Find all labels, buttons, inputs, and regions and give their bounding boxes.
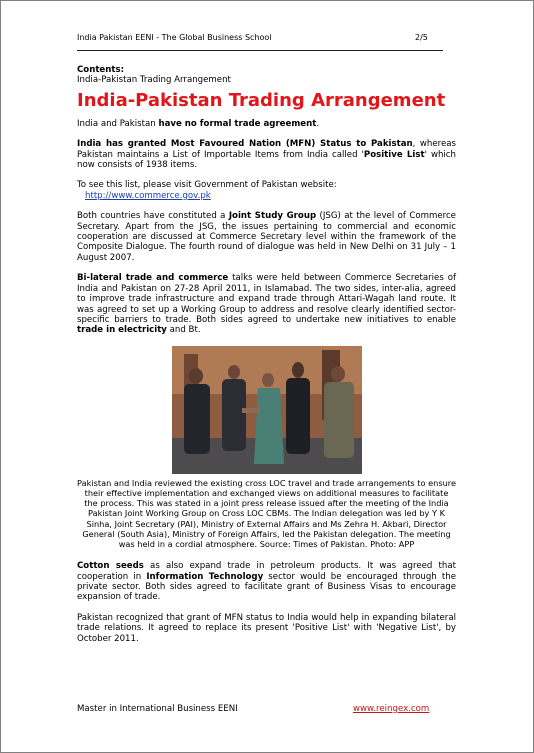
- paragraph-website: To see this list, please visit Government of Pakistan website: http://www.commerce.gov.pk: [77, 180, 337, 201]
- paragraph-formal-agreement: India and Pakistan have no formal trade agreement.: [77, 118, 320, 129]
- footer-program: Master in International Business EENI: [77, 704, 238, 714]
- header-title: India Pakistan EENI - The Global Business School: [77, 33, 272, 42]
- page-title: India-Pakistan Trading Arrangement: [77, 89, 446, 111]
- header-divider: [77, 50, 443, 51]
- footer-website-link[interactable]: www.reingex.com: [353, 704, 430, 714]
- paragraph-mfn-recognition: Pakistan recognized that grant of MFN status to India would help in expanding bilateral trade relations. It agreed to replace its present 'Positive List' with 'Negative List', by October 2011.: [77, 612, 456, 644]
- paragraph-cotton-seeds: Cotton seeds as also expand trade in petroleum products. It was agreed that cooperation in Information Technology sector would be encouraged through the private sector. Both sides agreed to facilitate grant of Business Visas to encourage expansion of trade.: [77, 561, 456, 603]
- page-number: 2/5: [415, 33, 428, 42]
- page-content: [77, 65, 456, 654]
- paragraph-bilateral-trade: Bi-lateral trade and commerce talks were held between Commerce Secretaries of India and Pakistan on 27-28 April 2011, in Islamabad. The two sides, inter-alia, agreed to improve trade infrastructure and expand trade through Attari-Wagah land route. It was agreed to set up a Working Group to address and resolve clearly identified sector-specific barriers to trade. Both sides agreed to undertake new initiatives to enable trade in electricity and Bt.: [77, 273, 456, 336]
- paragraph-joint-study-group: Both countries have constituted a Joint Study Group (JSG) at the level of Commerce Secretary. Apart from the JSG, the issues pertaining to commercial and economic cooperation are discussed at Commerce Secretary level within the framework of the Composite Dialogue. The fourth round of dialogue was held in New Delhi on 31 July – 1 August 2007.: [77, 211, 456, 263]
- contents-item[interactable]: India-Pakistan Trading Arrangement: [77, 75, 231, 86]
- photo-caption: Pakistan and India reviewed the existing cross LOC travel and trade arrangements to ensure their effective implementation and exchanged views on additional measures to facilitate the process. This was stated in a joint press release issued after the meeting of the India Pakistan Joint Working Group on Cross LOC CBMs. The Indian delegation was led by Y K Sinha, Joint Secretary (PAI), Ministry of External Affairs and Ms Zehra H. Akbari, Director General (South Asia), Ministry of Foreign Affairs, led the Pakistan delegation. The meeting was held in a cordial atmosphere. Source: Times of Pakistan. Photo: APP: [77, 477, 457, 549]
- contents-label: Contents:: [77, 65, 125, 75]
- paragraph-mfn-status: India has granted Most Favoured Nation (MFN) Status to Pakistan, whereas Pakistan maintains a List of Importable Items from India called 'Positive List' which now consists of 1938 items.: [77, 139, 456, 171]
- commerce-website-link[interactable]: http://www.commerce.gov.pk: [85, 190, 211, 201]
- page-footer: [77, 704, 443, 714]
- delegation-handshake-photo: [172, 346, 362, 474]
- photo-illustration: [172, 346, 362, 474]
- contents-block: [77, 65, 456, 86]
